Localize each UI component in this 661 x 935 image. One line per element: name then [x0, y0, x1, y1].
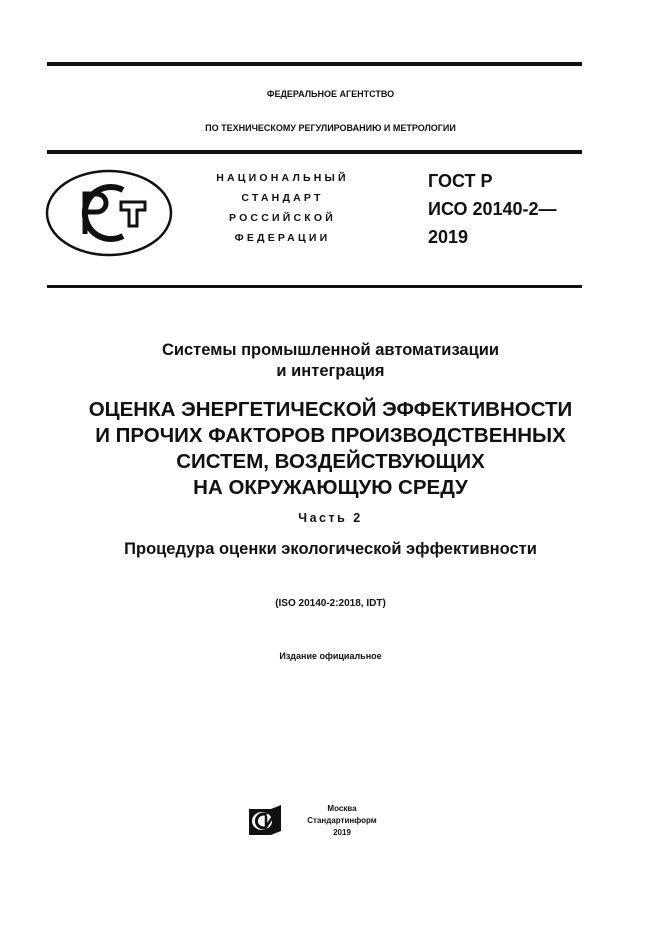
publisher-block: [292, 803, 392, 839]
main-title-line: СИСТЕМ, ВОЗДЕЙСТВУЮЩИХ: [176, 450, 485, 473]
designation-line: 2019: [428, 227, 469, 247]
rst-logo-icon: [45, 168, 175, 258]
main-title-line: И ПРОЧИХ ФАКТОРОВ ПРОИЗВОДСТВЕННЫХ: [95, 424, 566, 447]
national-standard-line: РОССИЙСКОЙ: [229, 212, 336, 224]
general-title-line: и интеграция: [276, 362, 385, 380]
agency-line-2: ПО ТЕХНИЧЕСКОМУ РЕГУЛИРОВАНИЮ И МЕТРОЛОГИИ: [205, 123, 456, 133]
header-rule: [47, 150, 582, 154]
main-title-line: ОЦЕНКА ЭНЕРГЕТИЧЕСКОЙ ЭФФЕКТИВНОСТИ: [88, 398, 573, 421]
designation-line: ГОСТ Р: [428, 171, 493, 191]
agency-line-1: ФЕДЕРАЛЬНОЕ АГЕНТСТВО: [266, 89, 395, 99]
main-title-line: НА ОКРУЖАЮЩУЮ СРЕДУ: [193, 476, 468, 499]
lower-rule: [47, 285, 582, 288]
publisher-name: Стандартинформ: [307, 816, 377, 825]
national-standard-line: НАЦИОНАЛЬНЫЙ: [216, 172, 349, 184]
edition-label: Издание официальное: [279, 651, 382, 661]
designation-line: ИСО 20140-2—: [428, 199, 557, 219]
publisher-city: Москва: [327, 804, 357, 813]
standartinform-logo-icon: [247, 803, 283, 837]
subtitle: Процедура оценки экологической эффективности: [124, 540, 537, 558]
general-title-line: Системы промышленной автоматизации: [161, 341, 500, 359]
national-standard-line: ФЕДЕРАЦИИ: [234, 232, 331, 244]
publisher-year: 2019: [333, 828, 351, 837]
iso-reference: (ISO 20140-2:2018, IDT): [275, 598, 386, 609]
top-rule: [47, 62, 582, 66]
national-standard-line: СТАНДАРТ: [241, 192, 324, 204]
part-label: Часть 2: [298, 511, 363, 525]
